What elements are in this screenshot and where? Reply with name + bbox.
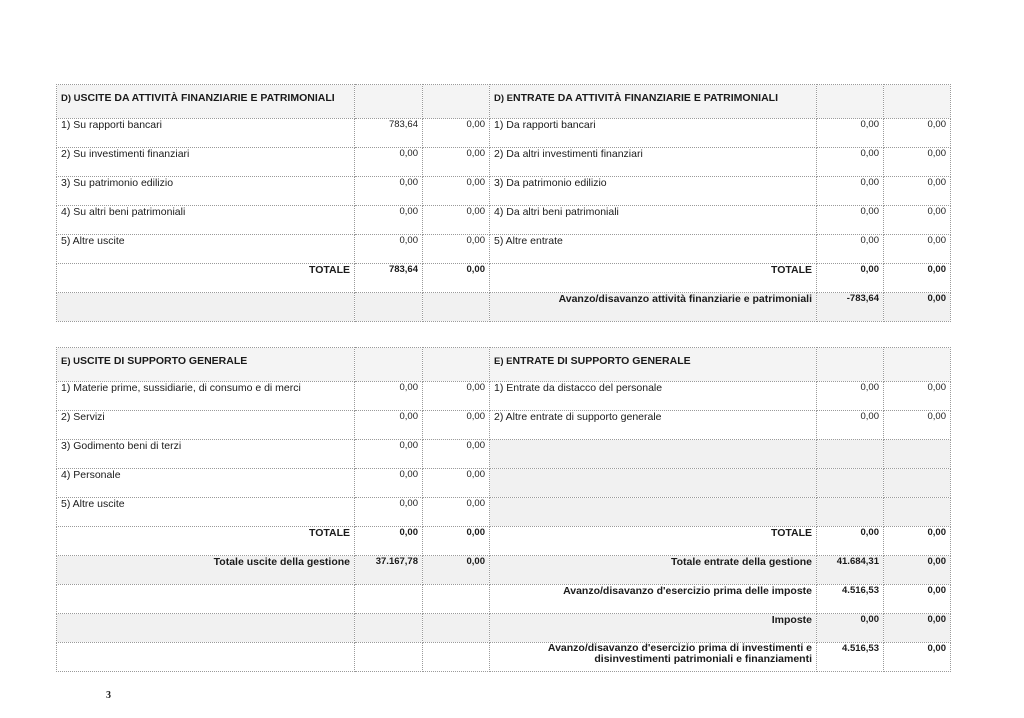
table-row xyxy=(57,177,951,206)
entrate-value-current: 0,00 xyxy=(817,411,884,440)
uscite-value-current: 783,64 xyxy=(355,119,423,148)
table-row xyxy=(57,469,951,498)
entrate-value-previous: 0,00 xyxy=(884,119,951,148)
table-row xyxy=(57,382,951,411)
entrate-total-current: 0,00 xyxy=(817,527,884,556)
uscite-value-previous: 0,00 xyxy=(423,148,490,177)
entrate-value-previous: 0,00 xyxy=(884,148,951,177)
table-row xyxy=(57,148,951,177)
entrate-total-current: 0,00 xyxy=(817,264,884,293)
uscite-value-previous: 0,00 xyxy=(423,469,490,498)
section-e-header xyxy=(57,348,951,382)
uscite-total-label: TOTALE xyxy=(57,264,355,293)
uscite-total-current: 0,00 xyxy=(355,527,423,556)
avanzo-finale-row xyxy=(57,643,951,672)
entrate-value-current: 0,00 xyxy=(817,382,884,411)
uscite-label: 1) Su rapporti bancari xyxy=(57,119,355,148)
avanzo-prima-imposte-label: Avanzo/disavanzo d'esercizio prima delle imposte xyxy=(490,585,817,614)
entrate-value-previous: 0,00 xyxy=(884,177,951,206)
entrate-label: 1) Entrate da distacco del personale xyxy=(490,382,817,411)
avanzo-finale-line-1: Avanzo/disavanzo d'esercizio prima di investimenti e xyxy=(547,642,812,654)
entrate-total-label: TOTALE xyxy=(490,527,817,556)
table-row xyxy=(57,119,951,148)
entrate-label: 5) Altre entrate xyxy=(490,235,817,264)
avanzo-value-current: -783,64 xyxy=(817,293,884,322)
entrate-value-previous: 0,00 xyxy=(884,382,951,411)
entrate-label: 4) Da altri beni patrimoniali xyxy=(490,206,817,235)
avanzo-label: Avanzo/disavanzo attività finanziarie e patrimoniali xyxy=(490,293,817,322)
entrate-value-current: 0,00 xyxy=(817,177,884,206)
section-d-entrate-title: D) ENTRATE DA ATTIVITÀ FINANZIARIE E PATRIMONIALI xyxy=(490,85,817,119)
uscite-value-current: 0,00 xyxy=(355,382,423,411)
avanzo-prima-imposte-previous: 0,00 xyxy=(884,585,951,614)
totale-uscite-gestione-current: 37.167,78 xyxy=(355,556,423,585)
uscite-label: 5) Altre uscite xyxy=(57,235,355,264)
entrate-total-previous: 0,00 xyxy=(884,264,951,293)
uscite-value-current: 0,00 xyxy=(355,498,423,527)
section-e-uscite-title: E) USCITE DI SUPPORTO GENERALE xyxy=(57,348,355,382)
gestione-totals-row xyxy=(57,556,951,585)
uscite-label: 5) Altre uscite xyxy=(57,498,355,527)
totale-entrate-gestione-label: Totale entrate della gestione xyxy=(490,556,817,585)
section-e-entrate-title: E) ENTRATE DI SUPPORTO GENERALE xyxy=(490,348,817,382)
uscite-value-current: 0,00 xyxy=(355,411,423,440)
avanzo-row xyxy=(57,293,951,322)
entrate-value-previous: 0,00 xyxy=(884,235,951,264)
table-row xyxy=(57,206,951,235)
totale-uscite-gestione-previous: 0,00 xyxy=(423,556,490,585)
totale-uscite-gestione-label: Totale uscite della gestione xyxy=(57,556,355,585)
page-number: 3 xyxy=(106,690,111,701)
uscite-label: 4) Su altri beni patrimoniali xyxy=(57,206,355,235)
imposte-previous: 0,00 xyxy=(884,614,951,643)
imposte-label: Imposte xyxy=(490,614,817,643)
entrate-value-current: 0,00 xyxy=(817,206,884,235)
entrate-value-current: 0,00 xyxy=(817,148,884,177)
section-d-table xyxy=(56,84,951,322)
totals-row xyxy=(57,264,951,293)
entrate-label: 3) Da patrimonio edilizio xyxy=(490,177,817,206)
uscite-value-previous: 0,00 xyxy=(423,235,490,264)
entrate-value-current: 0,00 xyxy=(817,235,884,264)
totals-row xyxy=(57,527,951,556)
uscite-value-current: 0,00 xyxy=(355,206,423,235)
entrate-value-previous: 0,00 xyxy=(884,411,951,440)
uscite-total-previous: 0,00 xyxy=(423,264,490,293)
entrate-label: 2) Da altri investimenti finanziari xyxy=(490,148,817,177)
avanzo-prima-imposte-current: 4.516,53 xyxy=(817,585,884,614)
avanzo-imposte-row xyxy=(57,585,951,614)
uscite-value-previous: 0,00 xyxy=(423,498,490,527)
uscite-value-current: 0,00 xyxy=(355,235,423,264)
entrate-label: 1) Da rapporti bancari xyxy=(490,119,817,148)
entrate-total-previous: 0,00 xyxy=(884,527,951,556)
table-row xyxy=(57,498,951,527)
entrate-label: 2) Altre entrate di supporto generale xyxy=(490,411,817,440)
avanzo-finale-previous: 0,00 xyxy=(884,643,951,672)
table-row xyxy=(57,411,951,440)
uscite-value-current: 0,00 xyxy=(355,469,423,498)
imposte-current: 0,00 xyxy=(817,614,884,643)
section-d-uscite-title: D) USCITE DA ATTIVITÀ FINANZIARIE E PATRIMONIALI xyxy=(57,85,355,119)
uscite-total-previous: 0,00 xyxy=(423,527,490,556)
avanzo-value-previous: 0,00 xyxy=(884,293,951,322)
uscite-label: 2) Su investimenti finanziari xyxy=(57,148,355,177)
totale-entrate-gestione-current: 41.684,31 xyxy=(817,556,884,585)
avanzo-finale-current: 4.516,53 xyxy=(817,643,884,672)
section-d-header xyxy=(57,85,951,119)
uscite-value-previous: 0,00 xyxy=(423,411,490,440)
section-e-table xyxy=(56,347,951,672)
totale-entrate-gestione-previous: 0,00 xyxy=(884,556,951,585)
uscite-label: 3) Su patrimonio edilizio xyxy=(57,177,355,206)
entrate-value-current: 0,00 xyxy=(817,119,884,148)
imposte-row xyxy=(57,614,951,643)
table-row xyxy=(57,440,951,469)
uscite-value-previous: 0,00 xyxy=(423,177,490,206)
avanzo-finale-label xyxy=(490,643,817,672)
uscite-label: 4) Personale xyxy=(57,469,355,498)
uscite-label: 1) Materie prime, sussidiarie, di consumo e di merci xyxy=(57,382,355,411)
entrate-value-previous: 0,00 xyxy=(884,206,951,235)
uscite-value-current: 0,00 xyxy=(355,177,423,206)
table-row xyxy=(57,235,951,264)
entrate-total-label: TOTALE xyxy=(490,264,817,293)
uscite-total-label: TOTALE xyxy=(57,527,355,556)
uscite-value-previous: 0,00 xyxy=(423,119,490,148)
uscite-value-previous: 0,00 xyxy=(423,440,490,469)
uscite-label: 3) Godimento beni di terzi xyxy=(57,440,355,469)
uscite-value-current: 0,00 xyxy=(355,440,423,469)
uscite-value-previous: 0,00 xyxy=(423,382,490,411)
uscite-value-current: 0,00 xyxy=(355,148,423,177)
uscite-value-previous: 0,00 xyxy=(423,206,490,235)
uscite-label: 2) Servizi xyxy=(57,411,355,440)
uscite-total-current: 783,64 xyxy=(355,264,423,293)
avanzo-finale-line-2: disinvestimenti patrimoniali e finanziamenti xyxy=(594,653,812,665)
